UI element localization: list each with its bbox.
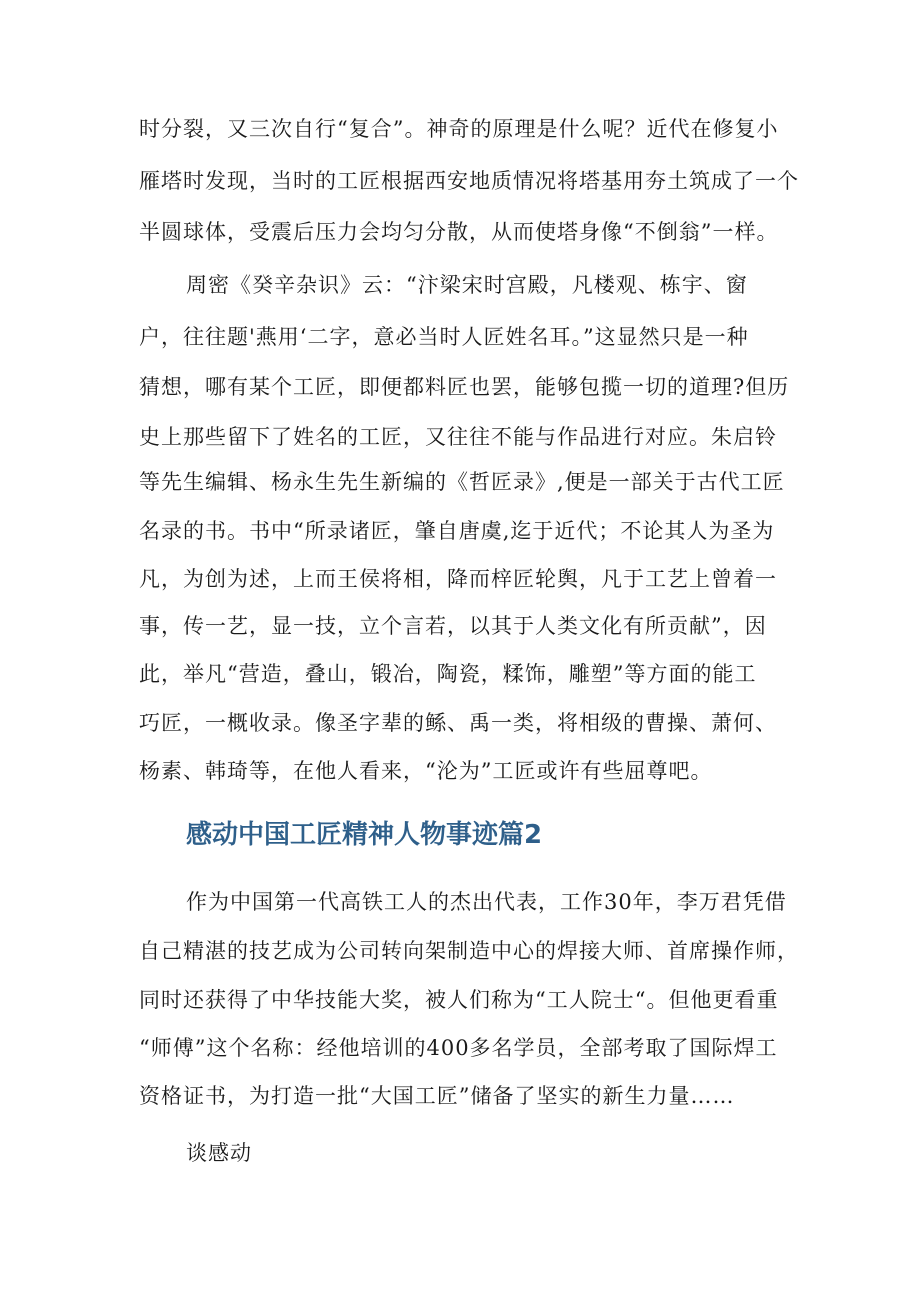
- text-line: 户，往往题'燕用‘二字，意必当时人匠姓名耳。”这显然只是一种: [139, 325, 749, 349]
- text-line: 周密《癸辛杂识》云：“汴梁宋时宫殿，凡楼观、栋宇、窗: [186, 273, 748, 297]
- text-line: 自己精湛的技艺成为公司转向架制造中心的焊接大师、首席操作师，: [139, 939, 799, 963]
- text-line: 名录的书。书中“所录诸匠，肇自唐虞,迄于近代；不论其人为圣为: [139, 519, 775, 543]
- text-line: 巧匠，一概收录。像圣字辈的鲧、禹一类，将相级的曹操、萧何、: [139, 711, 777, 735]
- text-line: 作为中国第一代高铁工人的杰出代表，工作30年，李万君凭借: [186, 890, 787, 914]
- section-heading: 感动中国工匠精神人物事迹篇2: [186, 820, 543, 850]
- text-line: 史上那些留下了姓名的工匠，又往往不能与作品进行对应。朱启铃: [139, 425, 777, 449]
- text-line: 此，举凡“营造，叠山，锻冶，陶瓷，糅饰，雕塑”等方面的能工: [139, 662, 757, 686]
- text-line: “师傅”这个名称：经他培训的400多名学员，全部考取了国际焊工: [139, 1036, 778, 1060]
- text-line: 猜想，哪有某个工匠，即便都料匠也罢，能够包揽一切的道理?但历: [139, 375, 790, 399]
- text-line: 资格证书，为打造一批“大国工匠”储备了坚实的新生力量……: [139, 1084, 735, 1108]
- text-line: 凡，为创为述，上而王侯将相，降而梓匠轮舆，凡于工艺上曾着一: [139, 567, 777, 591]
- text-line: 半圆球体，受震后压力会均匀分散，从而使塔身像“不倒翁”一样。: [139, 220, 779, 244]
- text-line: 事，传一艺，显一技，立个言若，以其于人类文化有所贡献”，因: [139, 614, 767, 638]
- text-line: 同时还获得了中华技能大奖，被人们称为“工人院士“。但他更看重: [139, 988, 779, 1012]
- text-line: 等先生编辑、杨永生先生新编的《哲匠录》,便是一部关于古代工匠: [139, 470, 785, 494]
- text-line: 时分裂，又三次自行“复合”。神奇的原理是什么呢？近代在修复小: [139, 117, 779, 141]
- text-line: 雁塔时发现，当时的工匠根据西安地质情况将塔基用夯土筑成了一个: [139, 169, 799, 193]
- text-line: 杨素、韩琦等，在他人看来，“沦为”工匠或许有些屈尊吧。: [139, 759, 713, 783]
- text-line: 谈感动: [186, 1141, 252, 1165]
